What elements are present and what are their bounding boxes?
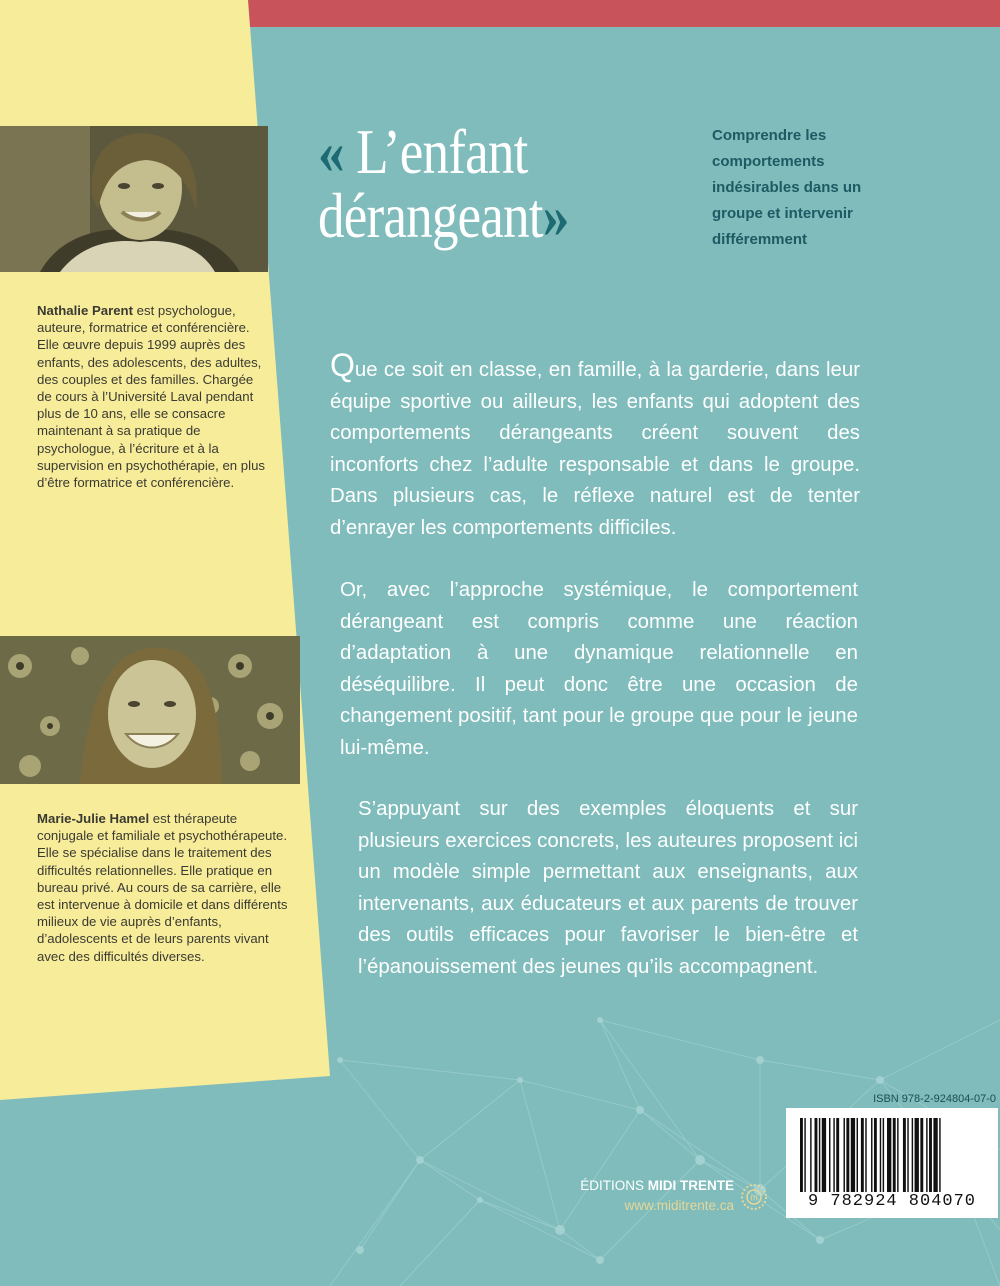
description-paragraph-1 xyxy=(330,347,860,545)
author-bio-text: est thérapeute conjugale et familiale et psychothérapeute. Elle se spécialise dans le traitement des difficultés relationnelles. Elle pratique en bureau privé. Au cours de sa carrière, elle est intervenue à domicile et dans différents milieux de vie auprès d’enfants, d’adolescents et de leurs parents vivant avec des difficultés diverses. xyxy=(37,811,288,964)
publisher-prefix: ÉDITIONS xyxy=(580,1178,648,1193)
title-line-2: dérangeant xyxy=(318,180,543,251)
description-paragraph-2: Or, avec l’approche systémique, le comportement dérangeant est compris comme une réaction d’adaptation à une dynamique relationnelle en déséquilibre. Il peut donc être une occasion de changement positif, tant pour le groupe que pour le jeune lui-même. xyxy=(340,579,858,759)
isbn-label: ISBN 978-2-924804-07-0 xyxy=(873,1093,996,1105)
barcode-digits: 9 782924 804070 xyxy=(807,1192,977,1211)
drop-initial: Q xyxy=(330,347,355,383)
title-open-quote: « xyxy=(318,116,344,187)
title-line-1: L’enfant xyxy=(356,116,528,187)
isbn-barcode xyxy=(786,1108,998,1218)
description-paragraph-3: S’appuyant sur des exemples éloquents et sur plusieurs exercices concrets, les auteures proposent ici un modèle simple permettant aux enseignants, aux intervenants, aux éducateurs et aux parents de trouver des outils efficaces pour favoriser le bien-être et l’épanouissement des jeunes qu’ils accompagnent. xyxy=(358,798,858,978)
publisher-brand: MIDI TRENTE xyxy=(647,1178,734,1193)
publisher-name xyxy=(574,1178,734,1193)
paragraph-text: ue ce soit en classe, en famille, à la garderie, dans leur équipe sportive ou ailleurs, les enfants qui adoptent des comportements dérangeants créent souvent des inconforts chez l’adulte responsable et dans le groupe. Dans plusieurs cas, le réflexe naturel est de tenter d’enrayer les comportements difficiles. xyxy=(330,359,860,539)
author-name: Marie-Julie Hamel xyxy=(37,811,150,826)
midi-trente-logo-icon xyxy=(740,1183,768,1211)
author-photo-marie-julie-hamel xyxy=(0,636,300,784)
book-title xyxy=(318,116,569,251)
barcode-bars xyxy=(798,1118,986,1192)
author-bio-marie-julie-hamel xyxy=(37,810,297,965)
svg-text:m: m xyxy=(750,1192,758,1203)
author-photo-nathalie-parent xyxy=(0,126,268,272)
author-name: Nathalie Parent xyxy=(37,303,134,318)
title-close-quote: » xyxy=(542,180,569,251)
author-bio-nathalie-parent xyxy=(37,302,267,491)
book-subtitle: Comprendre les comportements indésirables dans un groupe et intervenir différemment xyxy=(712,127,862,248)
publisher-url: www.miditrente.ca xyxy=(624,1198,734,1213)
author-bio-text: est psychologue, auteure, formatrice et conférencière. Elle œuvre depuis 1999 auprès des enfants, des adolescents, des adultes, des couples et des familles. Chargée de cours à l’Université Laval pendant plus de 10 ans, elle se consacre maintenant à sa pratique de psychologue, à l’écriture et à la supervision en psychothérapie, en plus d’être formatrice et conférencière. xyxy=(37,303,265,491)
